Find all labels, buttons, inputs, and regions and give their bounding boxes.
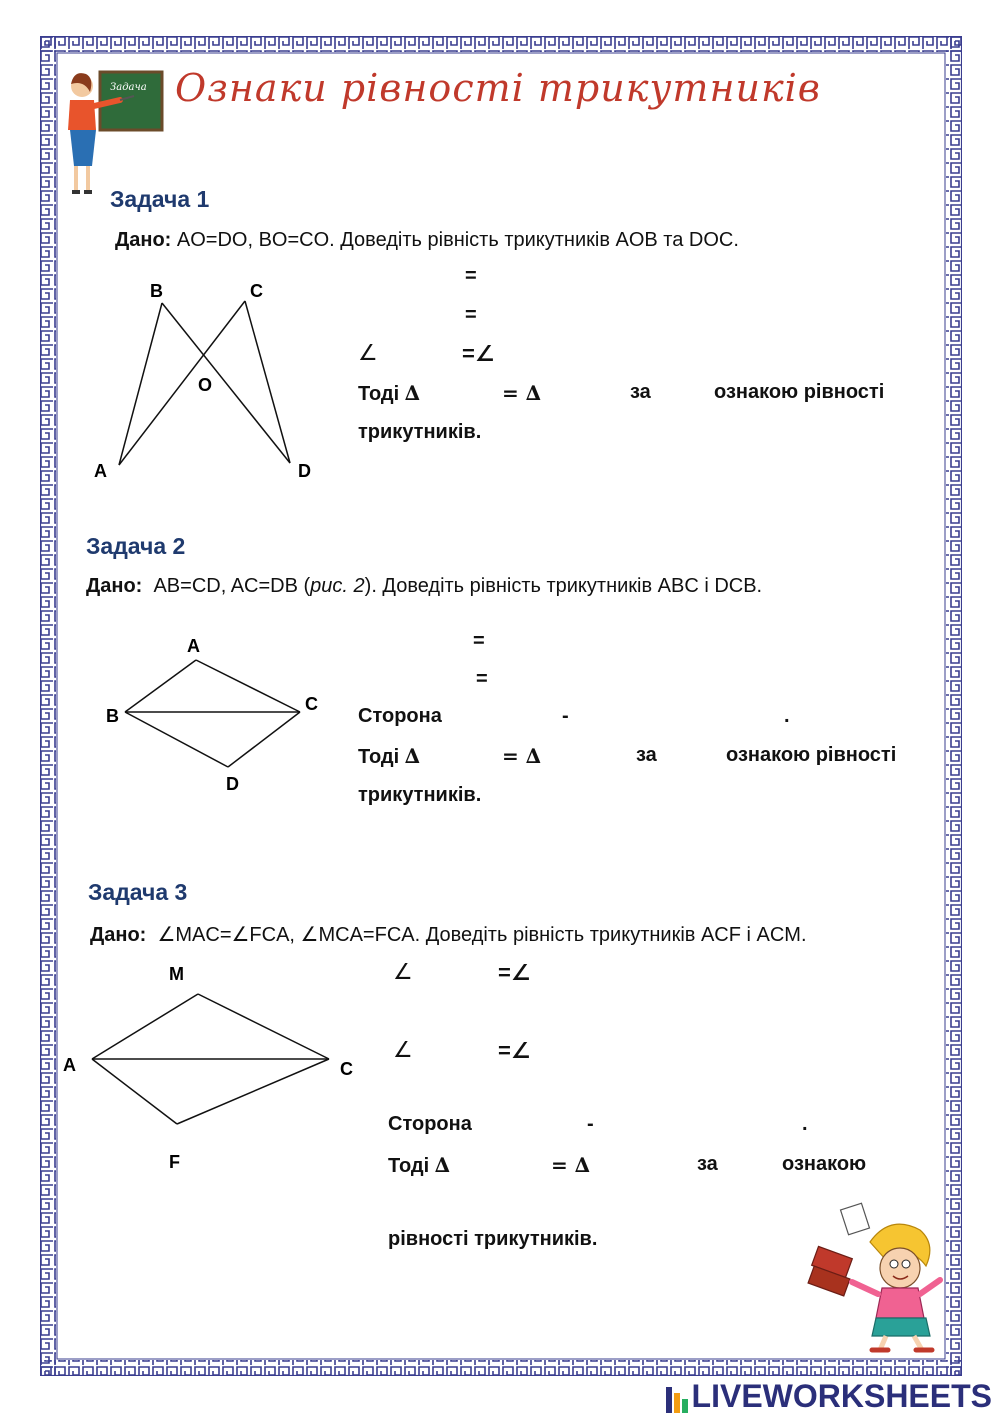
label-C: C [250, 281, 263, 301]
task2-eq2: = [476, 668, 488, 690]
task2-triangles: трикутників. [358, 784, 482, 806]
task1-then: Тоді [358, 383, 400, 405]
task1-sign: ознакою рівності [714, 381, 885, 403]
label-B: B [106, 706, 119, 726]
label-D: D [298, 461, 311, 481]
teacher-illustration [60, 66, 170, 198]
task3-angle1-right: =∠ [498, 960, 531, 985]
task1-eq1: = [465, 265, 477, 287]
task1-triangles: трикутників. [358, 421, 482, 443]
task1-then-line [358, 381, 420, 406]
task2-delta: ∆ [404, 744, 420, 768]
girl-with-books-illustration [800, 1200, 950, 1355]
task3-angle2-right: =∠ [498, 1038, 531, 1063]
segment-CD [245, 301, 290, 463]
task1-za: за [630, 381, 651, 403]
task3-delta: ∆ [434, 1153, 450, 1177]
task1-heading: Задача 1 [110, 186, 210, 212]
segment-MA [92, 994, 198, 1059]
task2-eq-delta: = ∆ [502, 744, 541, 768]
task3-za: за [697, 1153, 718, 1175]
label-B: B [150, 281, 163, 301]
task2-dash: - [562, 705, 569, 727]
task1-eq-delta: = ∆ [502, 381, 541, 405]
label-C: C [305, 694, 318, 714]
task1-given [115, 229, 739, 252]
task2-dot: . [784, 705, 790, 727]
segment-BA [119, 303, 162, 465]
task3-dash: - [587, 1113, 594, 1135]
task2-eq1: = [473, 630, 485, 652]
task1-angle-right: =∠ [462, 341, 495, 366]
label-A: A [187, 636, 200, 656]
task3-angle1-left: ∠ [393, 960, 413, 985]
task2-side: Сторона [358, 705, 442, 727]
label-A: A [94, 461, 107, 481]
task3-sign: ознакою [782, 1153, 867, 1175]
task2-heading: Задача 2 [86, 533, 186, 559]
task3-then: Тоді [388, 1155, 430, 1177]
page-title: Ознаки рівності трикутників [175, 66, 821, 110]
task1-angle-left: ∠ [358, 341, 378, 366]
segment-AC [196, 660, 300, 712]
task3-given-label: Дано: [90, 924, 147, 946]
task2-given-label: Дано: [86, 575, 143, 597]
label-O: O [198, 375, 213, 395]
task3-given [90, 922, 807, 947]
liveworksheets-logo-text: LIVEWORKSHEETS [691, 1378, 992, 1414]
task2-then: Тоді [358, 746, 400, 768]
task2-given [86, 575, 762, 598]
task2-figure [100, 630, 330, 800]
label-A: A [63, 1055, 76, 1075]
label-D: D [226, 774, 239, 794]
task2-given-post: ). Доведіть рівність трикутників ABC і DCB. [364, 575, 763, 597]
segment-AF [92, 1059, 177, 1124]
task2-za: за [636, 744, 657, 766]
segment-MC [198, 994, 329, 1059]
segment-AB [125, 660, 196, 712]
segment-BD [125, 712, 228, 767]
task1-delta: ∆ [404, 381, 420, 405]
segment-CF [177, 1059, 329, 1124]
task3-given-text: ∠MAC=∠FCA, ∠MCA=FCA. Доведіть рівність трикутників ACF і ACM. [157, 924, 807, 946]
liveworksheets-logo[interactable] [666, 1378, 992, 1415]
task3-side: Сторона [388, 1113, 472, 1135]
task2-then-line [358, 744, 420, 769]
task1-given-text: AO=DO, BO=CO. Доведіть рівність трикутників AOB та DOC. [176, 229, 739, 251]
task2-given-fig: рис. 2 [310, 575, 365, 597]
label-F: F [169, 1152, 180, 1172]
label-M: M [169, 964, 184, 984]
task2-given-pre: AB=CD, AC=DB ( [153, 575, 311, 597]
task1-figure [90, 275, 330, 490]
task2-sign: ознакою рівності [726, 744, 897, 766]
segment-CD [228, 712, 300, 767]
board-text: Задача [110, 82, 147, 93]
task3-then-line [388, 1153, 450, 1178]
task3-eq-delta: = ∆ [551, 1153, 590, 1177]
task3-heading: Задача 3 [88, 879, 188, 905]
task1-eq2: = [465, 304, 477, 326]
label-C: C [340, 1059, 353, 1079]
task3-angle2-left: ∠ [393, 1038, 413, 1063]
liveworksheets-logo-icon [666, 1384, 688, 1410]
task3-figure [55, 958, 365, 1178]
task1-given-label: Дано: [115, 229, 172, 251]
task3-triangles: рівності трикутників. [388, 1228, 598, 1250]
task3-dot: . [802, 1113, 808, 1135]
